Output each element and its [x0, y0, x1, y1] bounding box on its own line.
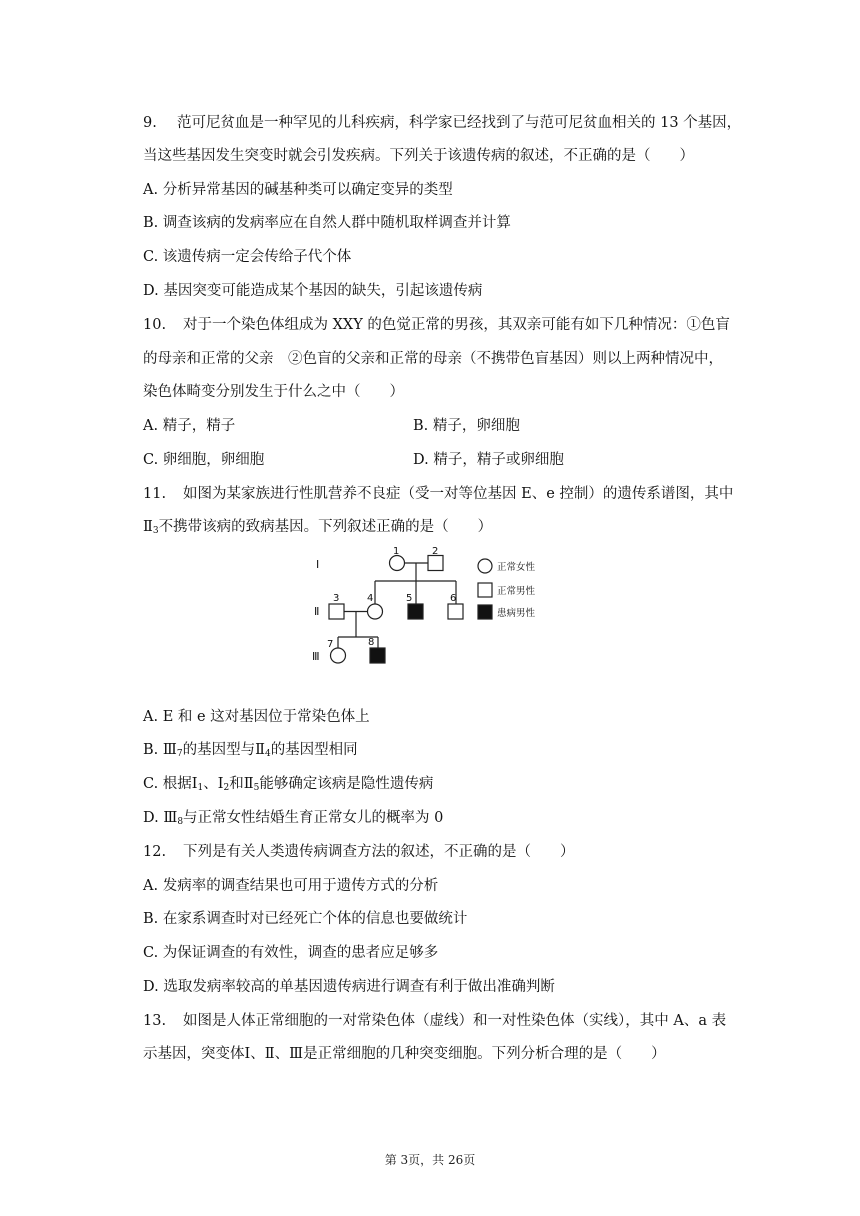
q10-option-a: A. 精子，精子 [143, 418, 236, 434]
individual-8-affected-male [370, 648, 385, 663]
q10-stem-line3: 染色体畸变分别发生于什么之中（ ） [143, 384, 404, 400]
individual-7-normal-female [331, 648, 346, 663]
q11-number: 11. [143, 486, 167, 502]
individual-label-2: 2 [432, 546, 439, 557]
q11-option-c: C. 根据$Ⅰ_1$、$Ⅰ_2$和$Ⅱ_5$能够确定该病是隐性遗传病 [143, 776, 434, 793]
legend-normal-female-icon [478, 559, 492, 573]
legend-normal-male-icon [478, 583, 492, 597]
q13-number: 13. [143, 1013, 167, 1029]
individual-2-normal-male [428, 556, 443, 571]
q11-option-a: A. E 和 e 这对基因位于常染色体上 [143, 709, 370, 725]
q10-option-b: B. 精子，卵细胞 [413, 418, 520, 434]
q11-stem-line1: 11. 如图为某家族进行性肌营养不良症（受一对等位基因 E、e 控制）的遗传系谱图，其中 [143, 486, 734, 502]
q12-number: 12. [143, 844, 167, 860]
q9-number: 9. [143, 115, 157, 131]
q10-option-d: D. 精子，精子或卵细胞 [413, 452, 564, 468]
individual-label-7: 7 [327, 639, 334, 650]
q11-option-b: B. $Ⅲ_7$的基因型与$Ⅱ_4$的基因型相同 [143, 742, 358, 759]
q12-option-b: B. 在家系调查时对已经死亡个体的信息也要做统计 [143, 911, 468, 927]
individual-1-normal-female [390, 556, 405, 571]
q11-stem-line2: $Ⅱ_3$不携带该病的致病基因。下列叙述正确的是（ ） [143, 519, 493, 536]
q12-option-c: C. 为保证调查的有效性，调查的患者应足够多 [143, 945, 439, 961]
generation-label-II: Ⅱ [314, 605, 320, 618]
q10-stem-line2: 的母亲和正常的父亲 ②色盲的父亲和正常的母亲（不携带色盲基因）则以上两种情况中， [143, 351, 723, 367]
q10-number: 10. [143, 317, 167, 333]
individual-6-normal-male [448, 604, 463, 619]
q9-option-b: B. 调查该病的发病率应在自然人群中随机取样调查并计算 [143, 215, 511, 231]
individual-5-affected-male [408, 604, 423, 619]
individual-label-3: 3 [333, 593, 340, 604]
q9-stem-line1: 9. 范可尼贫血是一种罕见的儿科疾病，科学家已经找到了与范可尼贫血相关的 13 个基因， [143, 115, 742, 131]
legend-normal-male-label: 正常男性 [497, 586, 536, 597]
q9-stem-line2: 当这些基因发生突变时就会引发疾病。下列关于该遗传病的叙述，不正确的是（ ） [143, 148, 694, 164]
individual-4-normal-female [368, 604, 383, 619]
individual-label-6: 6 [450, 593, 457, 604]
q9-option-d: D. 基因突变可能造成某个基因的缺失，引起该遗传病 [143, 283, 483, 299]
q12-stem: 12. 下列是有关人类遗传病调查方法的叙述，不正确的是（ ） [143, 844, 575, 860]
generation-label-I: Ⅰ [316, 558, 320, 571]
q9-option-c: C. 该遗传病一定会传给子代个体 [143, 249, 352, 265]
individual-label-1: 1 [393, 546, 400, 557]
q9-option-a: A. 分析异常基因的碱基种类可以确定变异的类型 [143, 182, 453, 198]
individual-3-normal-male [329, 604, 344, 619]
q10-option-c: C. 卵细胞，卵细胞 [143, 452, 265, 468]
page-footer: 第 3页，共 26页 [384, 1153, 476, 1167]
q13-stem-line2: 示基因，突变体Ⅰ、Ⅱ、Ⅲ是正常细胞的几种突变细胞。下列分析合理的是（ ） [143, 1046, 666, 1062]
q10-stem-line1: 10. 对于一个染色体组成为 XXY 的色觉正常的男孩，其双亲可能有如下几种情况：①色盲 [143, 317, 730, 333]
individual-label-8: 8 [368, 637, 375, 648]
q13-stem-line1: 13. 如图是人体正常细胞的一对常染色体（虚线）和一对性染色体（实线），其中 A、a 表 [143, 1013, 727, 1029]
pedigree-chart [300, 541, 560, 671]
q11-option-d: D. $Ⅲ_8$与正常女性结婚生育正常女儿的概率为 0 [143, 810, 444, 827]
individual-label-4: 4 [367, 593, 374, 604]
legend-affected-male-label: 患病男性 [497, 608, 536, 619]
q12-option-a: A. 发病率的调查结果也可用于遗传方式的分析 [143, 878, 439, 894]
generation-label-III: Ⅲ [312, 650, 320, 663]
legend-normal-female-label: 正常女性 [497, 562, 536, 573]
individual-label-5: 5 [406, 593, 413, 604]
q12-option-d: D. 选取发病率较高的单基因遗传病进行调查有利于做出准确判断 [143, 979, 555, 995]
legend-affected-male-icon [478, 605, 492, 619]
